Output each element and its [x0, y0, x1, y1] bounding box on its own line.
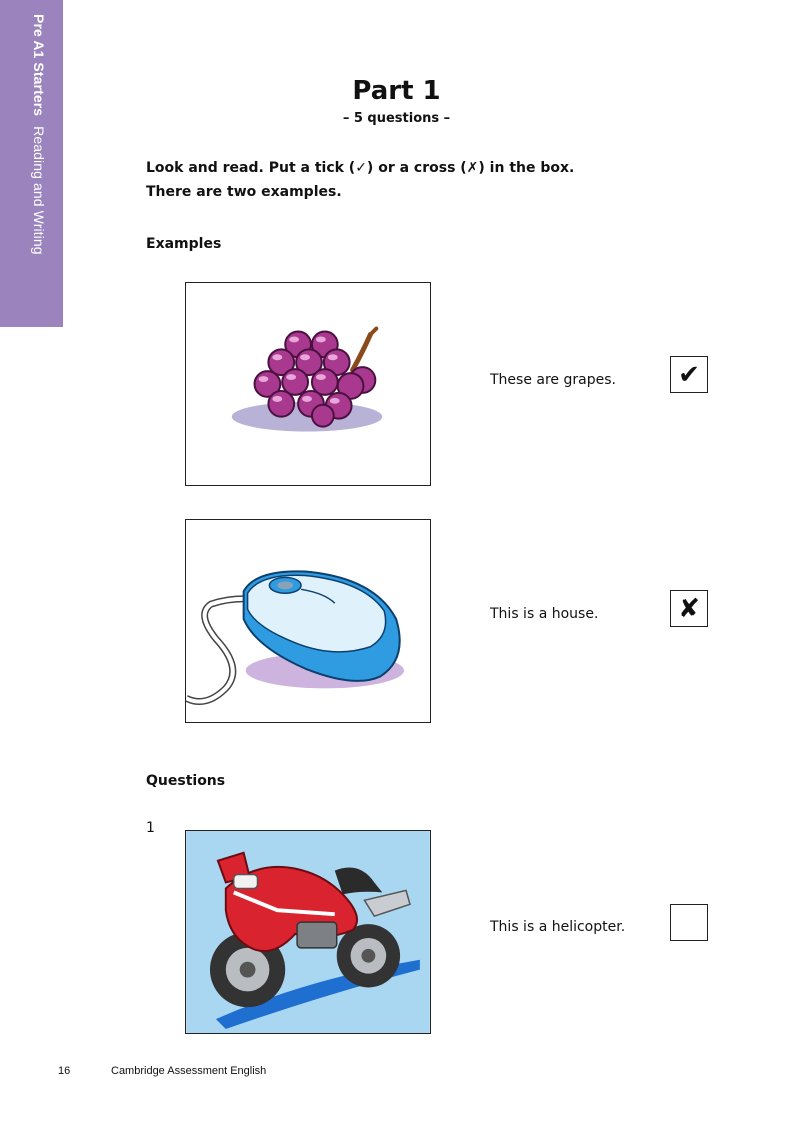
grapes-illustration [186, 283, 430, 485]
footer-brand: Cambridge Assessment English [111, 1065, 267, 1077]
page-title: Part 1 [352, 76, 441, 106]
page-subtitle: – 5 questions – [342, 111, 451, 126]
page-number: 16 [58, 1065, 71, 1077]
side-tab-label [31, 14, 47, 255]
side-tab-level: Pre A1 Starters [31, 14, 47, 117]
question-1-sentence: This is a helicopter. [490, 919, 626, 935]
side-tab-paper: Reading and Writing [31, 126, 47, 255]
questions-heading: Questions [146, 773, 226, 789]
example-2-answer-box: ✘ [670, 590, 708, 627]
example-1-answer-box: ✔ [670, 356, 708, 393]
motorbike-illustration [186, 831, 430, 1033]
mouse-picture [185, 519, 431, 723]
question-1-answer-box[interactable] [670, 904, 708, 941]
grapes-picture [185, 282, 431, 486]
example-2-sentence: This is a house. [490, 606, 599, 622]
example-1-sentence: These are grapes. [490, 372, 616, 388]
side-tab [0, 0, 63, 327]
examples-heading: Examples [146, 236, 222, 252]
mouse-illustration [186, 520, 430, 722]
instruction-line-2: There are two examples. [146, 184, 342, 200]
question-1-number: 1 [146, 820, 155, 836]
instruction-line-1: Look and read. Put a tick (✓) or a cross (✗) in the box. [146, 160, 575, 176]
motorbike-picture [185, 830, 431, 1034]
